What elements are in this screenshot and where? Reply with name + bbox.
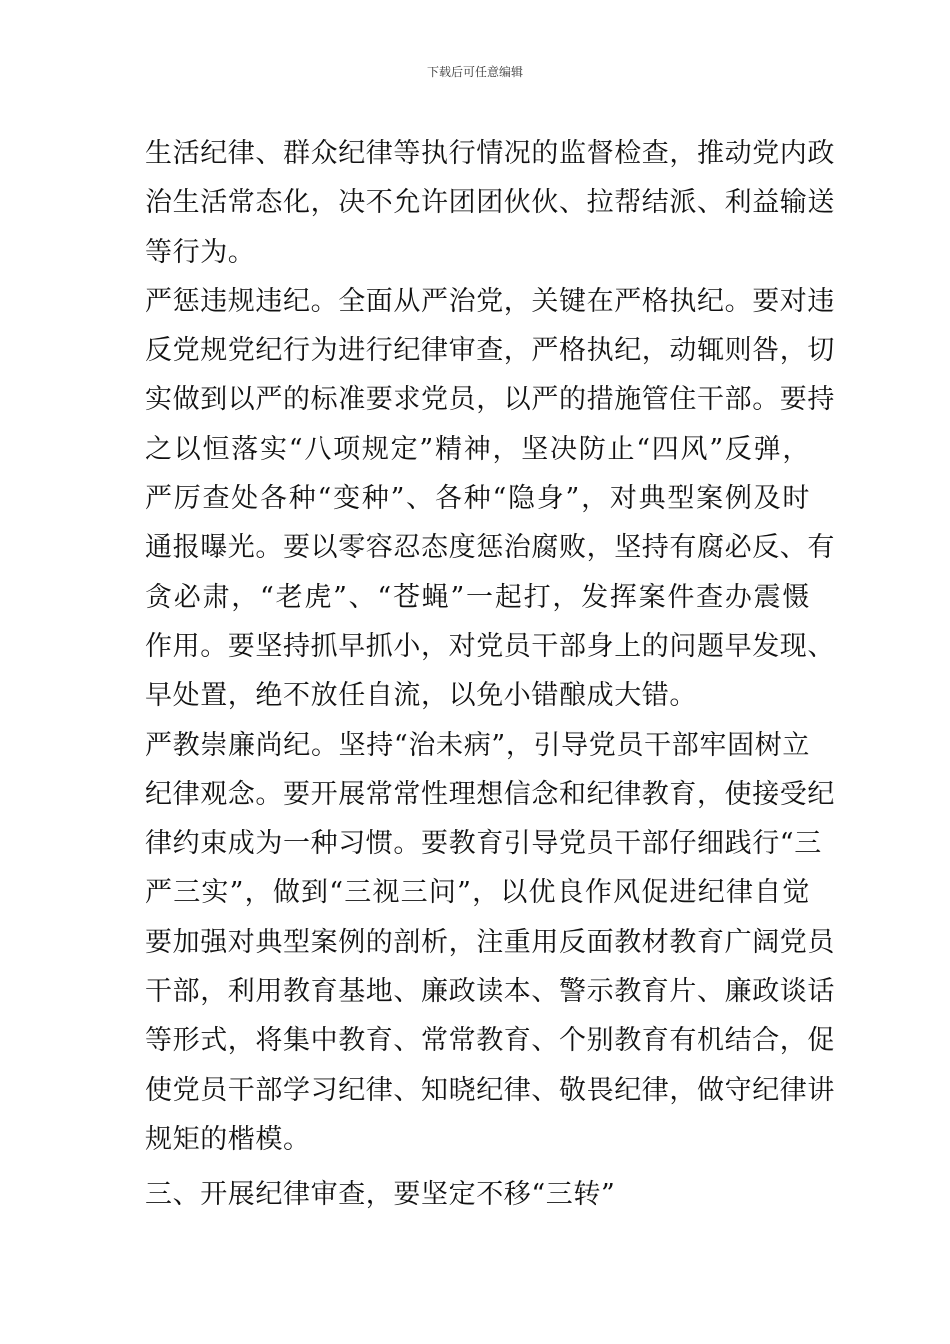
paragraph-line: 反党规党纪行为进行纪律审查，严格执纪，动辄则咎，切 (145, 335, 835, 367)
paragraph-line: 纪律观念。要开展常常性理想信念和纪律教育，使接受纪 (145, 778, 835, 810)
paragraph-line: 严教崇廉尚纪。坚持“治未病”，引导党员干部牢固树立 (145, 729, 810, 761)
section-heading: 三、开展纪律审查，要坚定不移“三转” (145, 1179, 616, 1211)
paragraph-line: 要加强对典型案例的剖析，注重用反面教材教育广阔党员 (145, 926, 835, 958)
paragraph-line: 规矩的楷模。 (145, 1123, 311, 1155)
paragraph-line: 治生活常态化，决不允许团团伙伙、拉帮结派、利益输送 (145, 187, 835, 219)
paragraph-line: 干部，利用教育基地、廉政读本、警示教育片、廉政谈话 (145, 976, 835, 1008)
document-body (145, 129, 835, 1220)
paragraph-line: 作用。要坚持抓早抓小，对党员干部身上的问题早发现、 (145, 630, 835, 662)
paragraph-line: 严厉查处各种“变种”、各种“隐身”，对典型案例及时 (145, 483, 810, 515)
paragraph-line: 通报曝光。要以零容忍态度惩治腐败，坚持有腐必反、有 (145, 532, 835, 564)
paragraph-line: 使党员干部学习纪律、知晓纪律、敬畏纪律，做守纪律讲 (145, 1074, 835, 1106)
paragraph-line: 生活纪律、群众纪律等执行情况的监督检查，推动党内政 (145, 138, 835, 169)
paragraph-line: 严三实”，做到“三视三问”，以优良作风促进纪律自觉 (145, 877, 810, 909)
paragraph-line: 早处置，绝不放任自流，以免小错酿成大错。 (145, 680, 697, 712)
paragraph-line: 等行为。 (145, 236, 256, 268)
paragraph-line: 实做到以严的标准要求党员，以严的措施管住干部。要持 (145, 384, 835, 416)
paragraph-line: 之以恒落实“八项规定”精神，坚决防止“四风”反弹， (145, 433, 810, 465)
paragraph-line: 律约束成为一种习惯。要教育引导党员干部仔细践行“三 (145, 828, 822, 860)
page-header: 下载后可任意编辑 (426, 65, 523, 79)
paragraph-line: 严惩违规违纪。全面从严治党，关键在严格执纪。要对违 (145, 285, 835, 317)
paragraph-line: 贪必肃，“老虎”、“苍蝇”一起打，发挥案件查办震慑 (145, 581, 810, 613)
paragraph-line: 等形式，将集中教育、常常教育、个别教育有机结合，促 (145, 1025, 835, 1057)
